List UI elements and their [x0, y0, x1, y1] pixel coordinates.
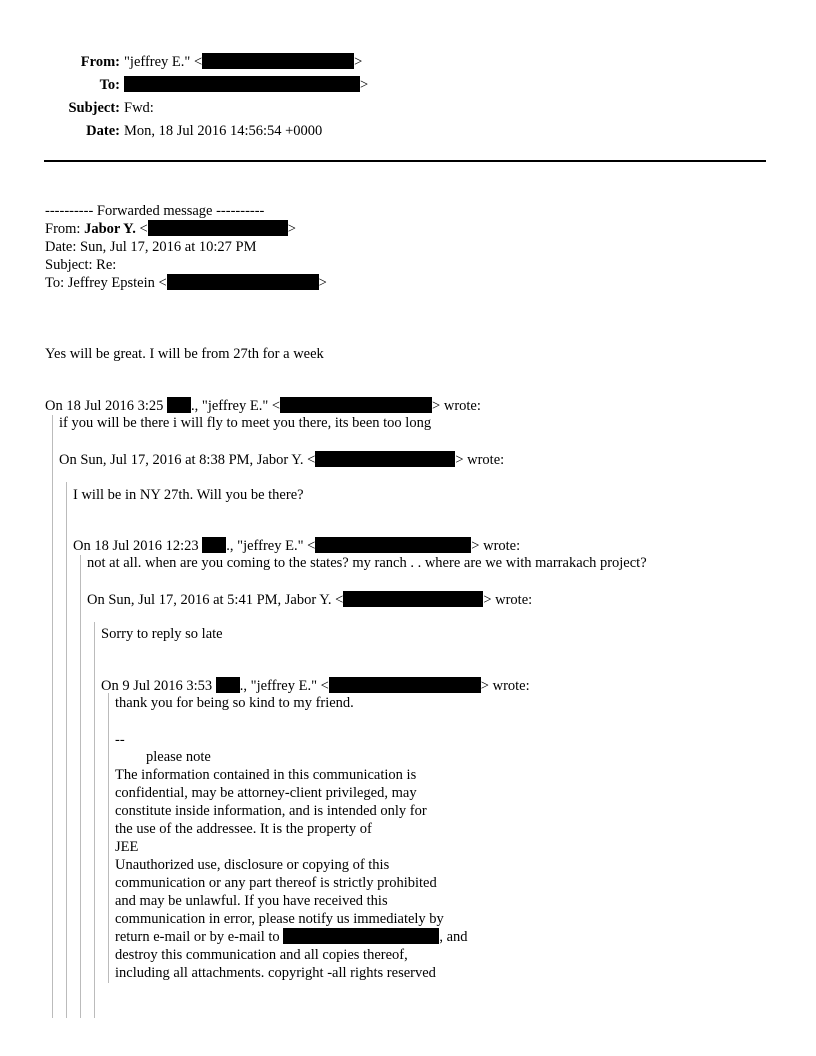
redaction-block	[343, 591, 483, 607]
redaction-block	[148, 220, 288, 236]
disclaimer-email-line: return e-mail or by e-mail to , and	[115, 929, 468, 945]
disclaimer-line: the use of the addressee. It is the property of	[115, 821, 372, 837]
quote-bar	[108, 693, 109, 983]
quote-bar	[52, 415, 53, 1018]
disclaimer-line: The information contained in this communication is	[115, 767, 417, 783]
quote-header-4: On Sun, Jul 17, 2016 at 5:41 PM, Jabor Y. < > wrote:	[87, 592, 533, 608]
subject-label: Subject:	[68, 100, 120, 116]
signature-note: please note	[146, 749, 211, 765]
header-divider	[44, 160, 766, 162]
date-value: Mon, 18 Jul 2016 14:56:54 +0000	[124, 123, 323, 139]
redaction-block	[167, 397, 191, 413]
disclaimer-line: destroy this communication and all copies thereof,	[115, 947, 408, 963]
forwarded-banner: ---------- Forwarded message ----------	[45, 203, 265, 219]
to-value: >	[124, 76, 368, 94]
forwarded-to: To: Jeffrey Epstein < >	[45, 275, 327, 291]
redaction-block	[216, 677, 240, 693]
quote-bar	[66, 482, 67, 1018]
redaction-block	[315, 451, 455, 467]
forwarded-subject: Subject: Re:	[45, 257, 117, 273]
disclaimer-line: including all attachments. copyright -all rights reserved	[115, 965, 436, 981]
redaction-block	[124, 76, 360, 92]
redaction-block	[167, 274, 319, 290]
signature-dashes: --	[115, 732, 125, 748]
disclaimer-line: and may be unlawful. If you have received this	[115, 893, 388, 909]
redaction-block	[202, 537, 226, 553]
quote-bar	[80, 555, 81, 1018]
from-value: "jeffrey E." < >	[124, 54, 363, 70]
forwarded-from: From: Jabor Y. < >	[45, 221, 296, 237]
quote-header-1: On 18 Jul 2016 3:25 ., "jeffrey E." < > wrote:	[45, 398, 481, 414]
quote-bar	[94, 622, 95, 1018]
sender-name: Jabor Y.	[84, 221, 136, 237]
quote-text-3: not at all. when are you coming to the states? my ranch . . where are we with marrakach project?	[87, 555, 647, 571]
forwarded-date: Date: Sun, Jul 17, 2016 at 10:27 PM	[45, 239, 257, 255]
quote-header-2: On Sun, Jul 17, 2016 at 8:38 PM, Jabor Y. < > wrote:	[59, 452, 505, 468]
quote-header-3: On 18 Jul 2016 12:23 ., "jeffrey E." < > wrote:	[73, 538, 521, 554]
disclaimer-line: communication or any part thereof is strictly prohibited	[115, 875, 437, 891]
quote-text-4: Sorry to reply so late	[101, 626, 223, 642]
date-label: Date:	[86, 123, 120, 139]
quote-text-5: thank you for being so kind to my friend.	[115, 695, 354, 711]
redaction-block	[202, 53, 354, 69]
to-label: To:	[99, 77, 120, 93]
disclaimer-line: communication in error, please notify us immediately by	[115, 911, 444, 927]
quote-text-2: I will be in NY 27th. Will you be there?	[73, 487, 304, 503]
subject-value: Fwd:	[124, 100, 154, 116]
quote-text-1: if you will be there i will fly to meet you there, its been too long	[59, 415, 432, 431]
redaction-block	[280, 397, 432, 413]
disclaimer-line: confidential, may be attorney-client privileged, may	[115, 785, 417, 801]
redaction-block	[283, 928, 439, 944]
quote-header-5: On 9 Jul 2016 3:53 ., "jeffrey E." < > wrote:	[101, 678, 530, 694]
disclaimer-line: JEE	[115, 839, 139, 855]
from-name: "jeffrey E." <	[124, 54, 203, 70]
redaction-block	[315, 537, 471, 553]
disclaimer-line: Unauthorized use, disclosure or copying of this	[115, 857, 390, 873]
reply-body: Yes will be great. I will be from 27th for a week	[45, 346, 324, 362]
from-label: From:	[80, 54, 120, 70]
disclaimer-line: constitute inside information, and is intended only for	[115, 803, 427, 819]
redaction-block	[329, 677, 481, 693]
